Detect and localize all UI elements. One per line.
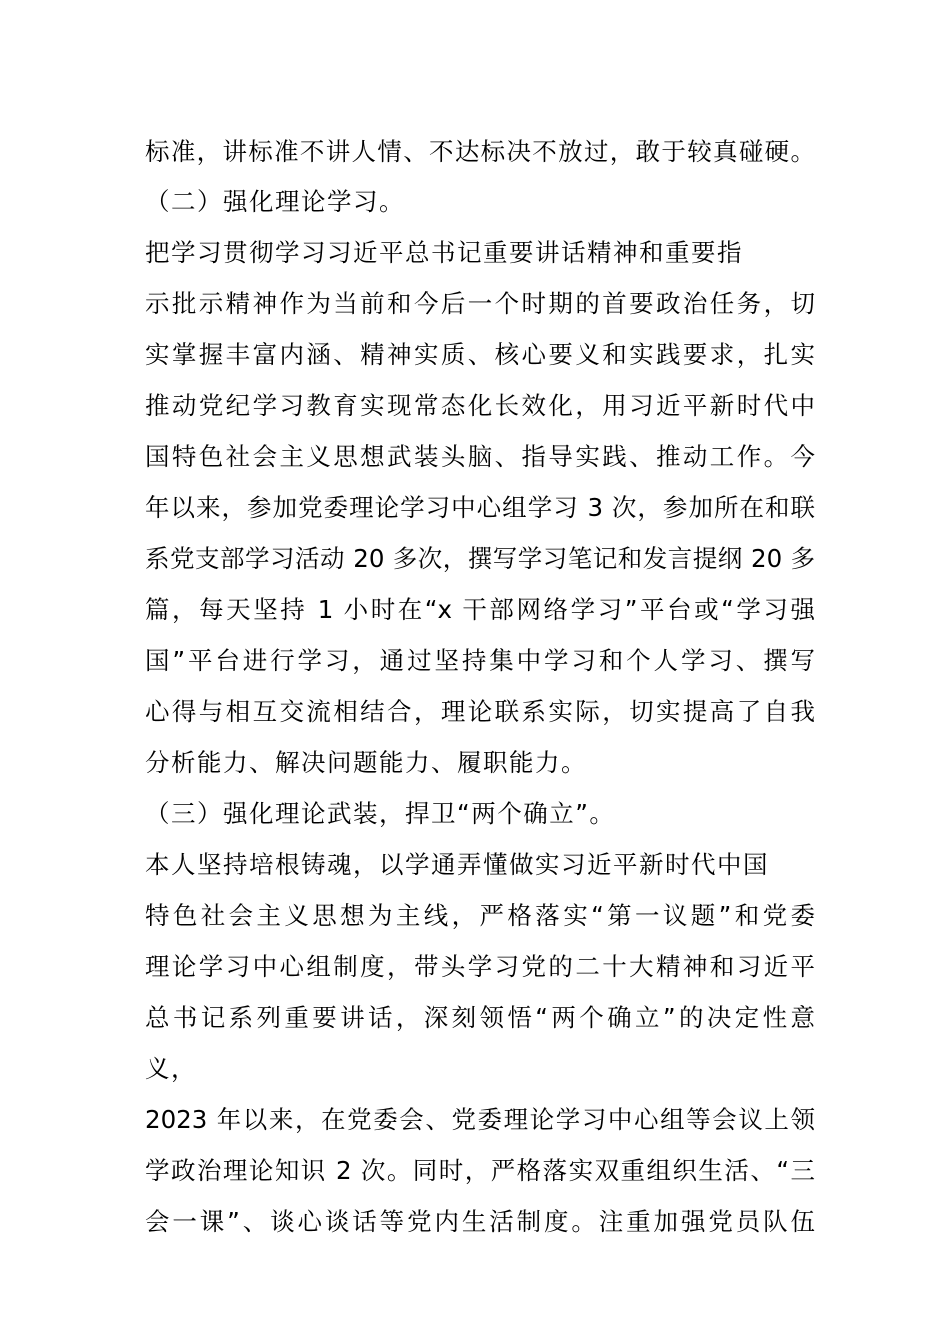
paragraph-line: 特色社会主义思想为主线，严格落实“第一议题”和党委 [145,901,815,930]
paragraph-line: 本人坚持培根铸魂，以学通弄懂做实习近平新时代中国 [145,850,769,879]
paragraph-line: 标准，讲标准不讲人情、不达标决不放过，敢于较真碰硬。 [145,137,815,166]
paragraph-line: 会一课”、谈心谈话等党内生活制度。注重加强党员队伍 [145,1207,815,1236]
paragraph-line: 示批示精神作为当前和今后一个时期的首要政治任务，切 [145,289,815,318]
paragraph-line: 分析能力、解决问题能力、履职能力。 [145,748,587,777]
paragraph-line: 实掌握丰富内涵、精神实质、核心要义和实践要求，扎实 [145,340,815,369]
paragraph-line: 理论学习中心组制度，带头学习党的二十大精神和习近平 [145,952,815,981]
paragraph-line: 心得与相互交流相结合，理论联系实际，切实提高了自我 [145,697,815,726]
section-heading: （二）强化理论学习。 [145,187,405,216]
paragraph-line: 年以来，参加党委理论学习中心组学习 3 次，参加所在和联 [145,493,815,522]
paragraph-line: 2023 年以来，在党委会、党委理论学习中心组等会议上领 [145,1105,815,1134]
paragraph-line: 国”平台进行学习，通过坚持集中学习和个人学习、撰写 [145,646,815,675]
paragraph-line: 总书记系列重要讲话，深刻领悟“两个确立”的决定性意 [145,1003,815,1032]
section-heading: （三）强化理论武装，捍卫“两个确立”。 [145,799,616,828]
paragraph-line: 推动党纪学习教育实现常态化长效化，用习近平新时代中 [145,391,815,420]
paragraph-line: 篇，每天坚持 1 小时在“x 干部网络学习”平台或“学习强 [145,595,815,624]
paragraph-line: 系党支部学习活动 20 多次，撰写学习笔记和发言提纲 20 多 [145,544,815,573]
paragraph-line: 学政治理论知识 2 次。同时，严格落实双重组织生活、“三 [145,1156,815,1185]
paragraph-line: 义， [145,1054,197,1083]
paragraph-line: 把学习贯彻学习习近平总书记重要讲话精神和重要指 [145,238,743,267]
paragraph-line: 国特色社会主义思想武装头脑、指导实践、推动工作。今 [145,442,815,471]
